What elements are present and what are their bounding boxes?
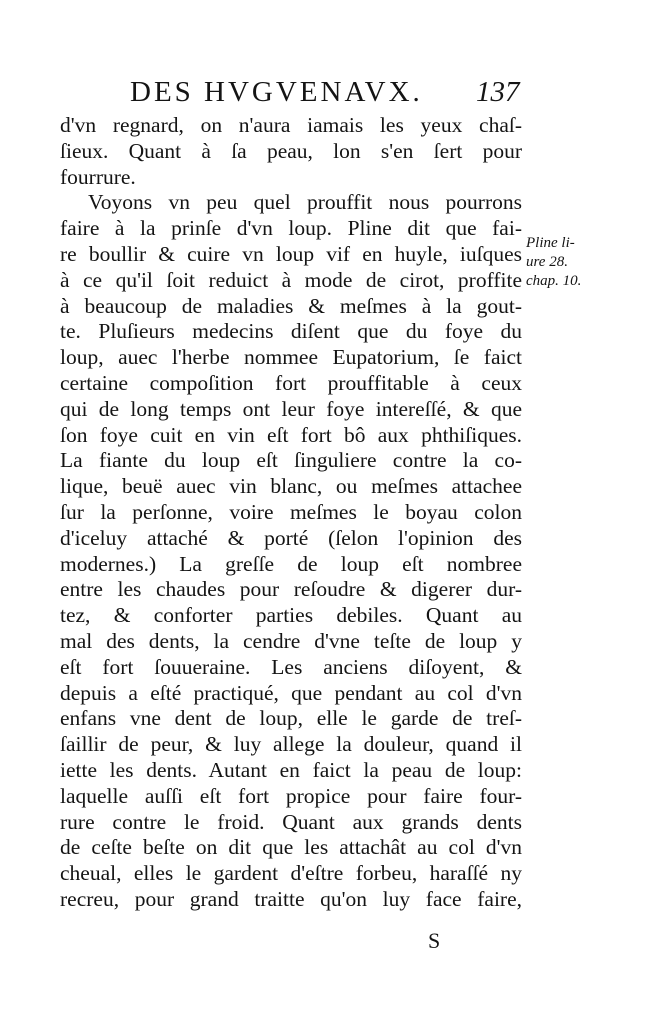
text-line: La fiante du loup eſt ſinguliere contre la co- xyxy=(60,448,522,473)
text-line: ſaillir de peur, & luy allege la douleur, quand il xyxy=(60,732,522,757)
text-line: mal des dents, la cendre d'vne teſte de loup y xyxy=(60,628,522,653)
text-line: loup, auec l'herbe nommee Eupatorium, ſe faict xyxy=(60,345,522,370)
text-line: re boullir & cuire vn loup vif en huyle, iuſques xyxy=(60,241,522,266)
text-line: lique, beuë auec vin blanc, ou meſmes attachee xyxy=(60,474,522,499)
page-header xyxy=(60,74,560,114)
text-line: laquelle auſſi eſt fort propice pour faire four- xyxy=(60,783,522,808)
text-line: à ce qu'il ſoit reduict à mode de cirot, proffite xyxy=(60,267,522,292)
text-line: modernes.) La greſſe de loup eſt nombree xyxy=(60,551,522,576)
text-line: ſur la perſonne, voire meſmes le boyau colon xyxy=(60,499,522,524)
marginal-note-line: Pline li- xyxy=(526,235,575,251)
text-line: de ceſte beſte on dit que les attachât au col d'vn xyxy=(60,835,522,860)
text-line: te. Pluſieurs medecins diſent que du foye du xyxy=(60,319,522,344)
text-line: certaine compoſition fort prouffitable à ceux xyxy=(60,370,522,395)
text-line: tez, & conforter parties debiles. Quant au xyxy=(60,603,522,628)
text-line: eſt fort ſouueraine. Les anciens diſoyent, & xyxy=(60,654,522,679)
text-line: depuis a eſté practiqué, que pendant au col d'vn xyxy=(60,680,522,705)
marginal-note-line: chap. 10. xyxy=(526,273,582,289)
marginal-note xyxy=(526,234,596,291)
running-head: DES HVGVENAVX. xyxy=(130,76,423,108)
text-line: enfans vne dent de loup, elle le garde de treſ- xyxy=(60,706,522,731)
text-line: iette les dents. Autant en faict la peau de loup: xyxy=(60,757,522,782)
marginal-note-line: ure 28. xyxy=(526,254,568,270)
text-line: d'vn regnard, on n'aura iamais les yeux chaſ- xyxy=(60,113,522,137)
text-line: entre les chaudes pour reſoudre & digerer dur- xyxy=(60,577,522,602)
page-number: 137 xyxy=(476,76,520,108)
text-line: faire à la prinſe d'vn loup. Pline dit que fai- xyxy=(60,216,522,241)
text-line: ſieux. Quant à ſa peau, lon s'en ſert pour xyxy=(60,138,522,163)
text-line: à beaucoup de maladies & meſmes à la gout- xyxy=(60,293,522,318)
text-line: fourrure. xyxy=(60,164,136,189)
text-line: d'iceluy attaché & porté (ſelon l'opinion des xyxy=(60,525,522,550)
body-text xyxy=(60,113,522,913)
signature-mark: S xyxy=(428,928,441,953)
text-line: cheual, elles le gardent d'eſtre forbeu, haraſſé ny xyxy=(60,861,522,886)
text-line: rure contre le froid. Quant aux grands dents xyxy=(60,809,522,834)
text-line: ſon foye cuit en vin eſt fort bô aux phthiſiques. xyxy=(60,422,522,447)
text-line: Voyons vn peu quel prouffit nous pourrons xyxy=(88,190,522,215)
text-line: recreu, pour grand traitte qu'on luy face faire, xyxy=(60,886,522,911)
text-line: qui de long temps ont leur foye intereſſé, & que xyxy=(60,396,522,421)
